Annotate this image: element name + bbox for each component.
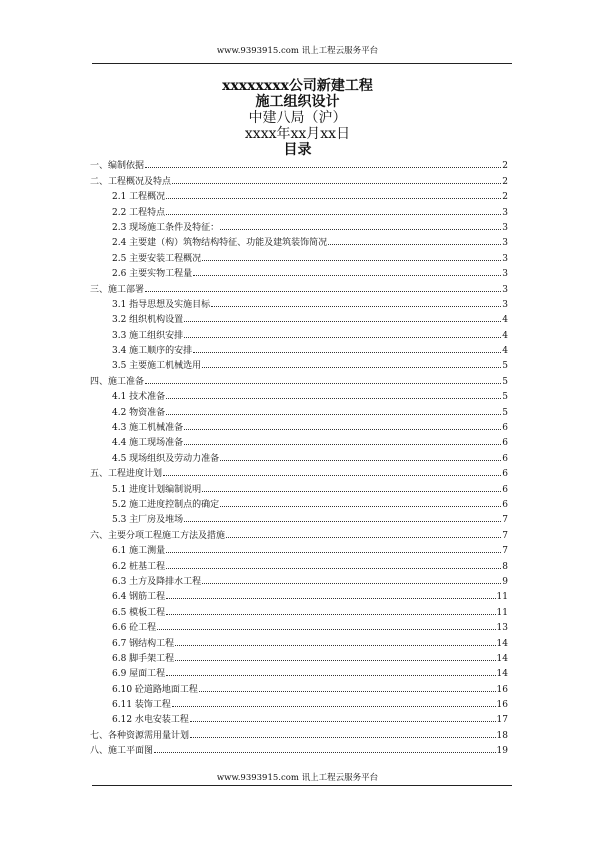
toc-entry-page: 11 <box>496 592 508 603</box>
toc-dot-leader <box>166 398 501 399</box>
toc-dot-leader <box>166 198 501 199</box>
toc-entry[interactable] <box>90 525 508 540</box>
toc-entry-label: 6.9 屋面工程 <box>112 669 166 680</box>
footer-rule <box>92 785 512 786</box>
toc-entry-label: 6.6 砼工程 <box>112 623 157 634</box>
toc-entry-label: 4.1 技术准备 <box>112 392 166 403</box>
toc-dot-leader <box>190 721 496 722</box>
toc-entry[interactable] <box>90 495 508 510</box>
toc-entry-page: 3 <box>502 253 508 264</box>
toc-entry-label: 2.2 工程特点 <box>112 207 166 218</box>
toc-dot-leader <box>163 475 501 476</box>
toc-entry-page: 4 <box>502 346 508 357</box>
toc-entry[interactable] <box>90 187 508 202</box>
toc-dot-leader <box>220 506 501 507</box>
toc-dot-leader <box>184 321 501 322</box>
toc-entry-label: 6.2 桩基工程 <box>112 561 166 572</box>
toc-entry-page: 11 <box>496 607 508 618</box>
toc-entry-label: 4.2 物资准备 <box>112 407 166 418</box>
toc-entry[interactable] <box>90 248 508 263</box>
toc-entry[interactable] <box>90 418 508 433</box>
toc-dot-leader <box>175 645 495 646</box>
toc-entry-page: 16 <box>496 700 508 711</box>
toc-entry-label: 五、工程进度计划 <box>90 469 163 480</box>
toc-entry[interactable] <box>90 371 508 386</box>
toc-entry-label: 4.4 施工现场准备 <box>112 438 184 449</box>
toc-entry-label: 3.2 组织机构设置 <box>112 315 184 326</box>
toc-entry-page: 2 <box>502 161 508 172</box>
toc-entry-label: 5.1 进度计划编制说明 <box>112 484 202 495</box>
toc-entry[interactable] <box>90 279 508 294</box>
toc-entry-label: 6.8 脚手架工程 <box>112 653 175 664</box>
toc-entry-page: 5 <box>502 392 508 403</box>
toc-entry-label: 3.4 施工顺序的安排 <box>112 346 193 357</box>
toc-dot-leader <box>184 337 501 338</box>
toc-entry[interactable] <box>90 587 508 602</box>
toc-entry[interactable] <box>90 695 508 710</box>
toc-dot-leader <box>172 183 501 184</box>
table-of-contents <box>90 156 508 756</box>
toc-entry-page: 5 <box>502 361 508 372</box>
toc-dot-leader <box>226 537 501 538</box>
toc-dot-leader <box>202 583 501 584</box>
toc-entry[interactable] <box>90 218 508 233</box>
toc-entry-page: 3 <box>502 222 508 233</box>
toc-entry-page: 14 <box>496 669 508 680</box>
toc-dot-leader <box>328 244 501 245</box>
toc-entry-label: 6.4 钢筋工程 <box>112 592 166 603</box>
toc-dot-leader <box>199 691 496 692</box>
toc-entry[interactable] <box>90 602 508 617</box>
toc-dot-leader <box>154 752 496 753</box>
toc-entry[interactable] <box>90 479 508 494</box>
toc-heading: 目录 <box>283 142 312 158</box>
toc-entry-page: 5 <box>502 407 508 418</box>
toc-entry-page: 16 <box>496 684 508 695</box>
toc-entry-label: 4.3 施工机械准备 <box>112 423 184 434</box>
toc-entry[interactable] <box>90 325 508 340</box>
toc-entry[interactable] <box>90 664 508 679</box>
toc-entry-page: 4 <box>502 330 508 341</box>
toc-entry-label: 6.1 施工测量 <box>112 546 166 557</box>
toc-entry[interactable] <box>90 710 508 725</box>
toc-entry-page: 2 <box>502 192 508 203</box>
toc-dot-leader <box>145 167 501 168</box>
toc-dot-leader <box>193 275 501 276</box>
toc-entry[interactable] <box>90 156 508 171</box>
toc-dot-leader <box>184 429 501 430</box>
toc-entry[interactable] <box>90 341 508 356</box>
toc-dot-leader <box>166 614 495 615</box>
toc-dot-leader <box>202 260 501 261</box>
toc-entry[interactable] <box>90 402 508 417</box>
toc-entry[interactable] <box>90 264 508 279</box>
toc-dot-leader <box>166 568 501 569</box>
toc-entry-page: 6 <box>502 453 508 464</box>
toc-entry[interactable] <box>90 233 508 248</box>
toc-entry[interactable] <box>90 356 508 371</box>
document-subtitle: 施工组织设计 <box>255 94 340 110</box>
toc-dot-leader <box>211 306 501 307</box>
toc-entry[interactable] <box>90 572 508 587</box>
toc-entry-label: 6.12 水电安装工程 <box>112 715 189 726</box>
toc-entry[interactable] <box>90 679 508 694</box>
toc-entry-label: 6.11 装饰工程 <box>112 700 171 711</box>
toc-entry-page: 2 <box>502 176 508 187</box>
toc-dot-leader <box>166 675 495 676</box>
toc-entry-page: 13 <box>496 623 508 634</box>
toc-dot-leader <box>193 352 501 353</box>
toc-entry-page: 7 <box>502 546 508 557</box>
toc-entry-page: 6 <box>502 423 508 434</box>
toc-entry[interactable] <box>90 310 508 325</box>
toc-entry-page: 6 <box>502 499 508 510</box>
toc-entry-label: 5.2 施工进度控制点的确定 <box>112 499 220 510</box>
toc-dot-leader <box>220 460 501 461</box>
toc-entry-page: 3 <box>502 284 508 295</box>
toc-dot-leader <box>175 660 495 661</box>
toc-dot-leader <box>157 629 495 630</box>
toc-entry[interactable] <box>90 618 508 633</box>
toc-entry-page: 3 <box>502 269 508 280</box>
toc-dot-leader <box>184 444 501 445</box>
toc-entry[interactable] <box>90 541 508 556</box>
footer-site-text: www.9393915.com 讯上工程云服务平台 <box>216 773 379 783</box>
toc-entry-page: 14 <box>496 653 508 664</box>
toc-entry-label: 3.5 主要施工机械选用 <box>112 361 202 372</box>
toc-entry-label: 6.3 土方及降排水工程 <box>112 576 202 587</box>
toc-entry-label: 三、施工部署 <box>90 284 145 295</box>
toc-dot-leader <box>202 367 501 368</box>
toc-entry[interactable] <box>90 725 508 740</box>
toc-entry[interactable] <box>90 295 508 310</box>
toc-entry-label: 七、各种资源需用量计划 <box>90 730 190 741</box>
toc-entry-label: 2.4 主要建（构）筑物结构特征、功能及建筑装饰简况 <box>112 238 328 249</box>
toc-entry[interactable] <box>90 556 508 571</box>
document-date: xxxx年xx月xx日 <box>244 126 351 142</box>
document-title: xxxxxxxx公司新建工程 <box>222 78 373 94</box>
toc-entry-page: 3 <box>502 299 508 310</box>
toc-dot-leader <box>202 491 501 492</box>
toc-entry-label: 二、工程概况及特点 <box>90 176 172 187</box>
toc-entry-label: 2.5 主要安装工程概况 <box>112 253 202 264</box>
toc-entry-label: 6.7 钢结构工程 <box>112 638 175 649</box>
toc-entry[interactable] <box>90 171 508 186</box>
company-name: 中建八局（沪） <box>248 110 347 126</box>
toc-entry-label: 3.3 施工组织安排 <box>112 330 184 341</box>
toc-entry[interactable] <box>90 433 508 448</box>
toc-entry-label: 2.1 工程概况 <box>112 192 166 203</box>
toc-entry-page: 14 <box>496 638 508 649</box>
toc-entry[interactable] <box>90 649 508 664</box>
toc-entry-page: 17 <box>496 715 508 726</box>
toc-entry-label: 4.5 现场组织及劳动力准备 <box>112 453 220 464</box>
toc-entry-label: 6.10 砼道路地面工程 <box>112 684 198 695</box>
toc-entry[interactable] <box>90 633 508 648</box>
toc-entry-label: 2.3 现场施工条件及特征： <box>112 222 220 233</box>
toc-dot-leader <box>166 414 501 415</box>
toc-dot-leader <box>166 552 501 553</box>
toc-entry-page: 18 <box>496 730 508 741</box>
toc-entry-page: 3 <box>502 207 508 218</box>
toc-entry-label: 一、编制依据 <box>90 161 145 172</box>
toc-dot-leader <box>172 706 496 707</box>
toc-entry-page: 7 <box>502 515 508 526</box>
toc-entry-page: 9 <box>502 576 508 587</box>
toc-dot-leader <box>166 598 495 599</box>
title-block <box>0 78 595 158</box>
toc-entry-page: 6 <box>502 484 508 495</box>
toc-entry[interactable] <box>90 510 508 525</box>
header-rule <box>92 63 512 64</box>
toc-entry-label: 2.6 主要实物工程量 <box>112 269 193 280</box>
toc-dot-leader <box>145 291 501 292</box>
toc-dot-leader <box>190 737 496 738</box>
toc-entry-page: 8 <box>502 561 508 572</box>
toc-entry-page: 7 <box>502 530 508 541</box>
toc-entry[interactable] <box>90 464 508 479</box>
toc-entry-label: 八、施工平面图 <box>90 746 154 757</box>
toc-entry[interactable] <box>90 741 508 756</box>
toc-dot-leader <box>220 229 501 230</box>
toc-entry-page: 5 <box>502 376 508 387</box>
toc-entry-label: 6.5 模板工程 <box>112 607 166 618</box>
toc-entry-label: 5.3 主厂房及堆场 <box>112 515 184 526</box>
toc-entry-label: 六、主要分项工程施工方法及措施 <box>90 530 226 541</box>
toc-entry-page: 19 <box>496 746 508 757</box>
toc-entry-page: 6 <box>502 438 508 449</box>
toc-entry-page: 6 <box>502 469 508 480</box>
toc-entry-label: 3.1 指导思想及实施目标 <box>112 299 211 310</box>
toc-dot-leader <box>184 521 501 522</box>
toc-entry[interactable] <box>90 448 508 463</box>
toc-entry[interactable] <box>90 387 508 402</box>
header-site-text: www.9393915.com 讯上工程云服务平台 <box>216 46 379 56</box>
toc-entry-page: 3 <box>502 238 508 249</box>
toc-dot-leader <box>145 383 501 384</box>
toc-dot-leader <box>166 214 501 215</box>
toc-entry-page: 4 <box>502 315 508 326</box>
toc-entry-label: 四、施工准备 <box>90 376 145 387</box>
toc-entry[interactable] <box>90 202 508 217</box>
